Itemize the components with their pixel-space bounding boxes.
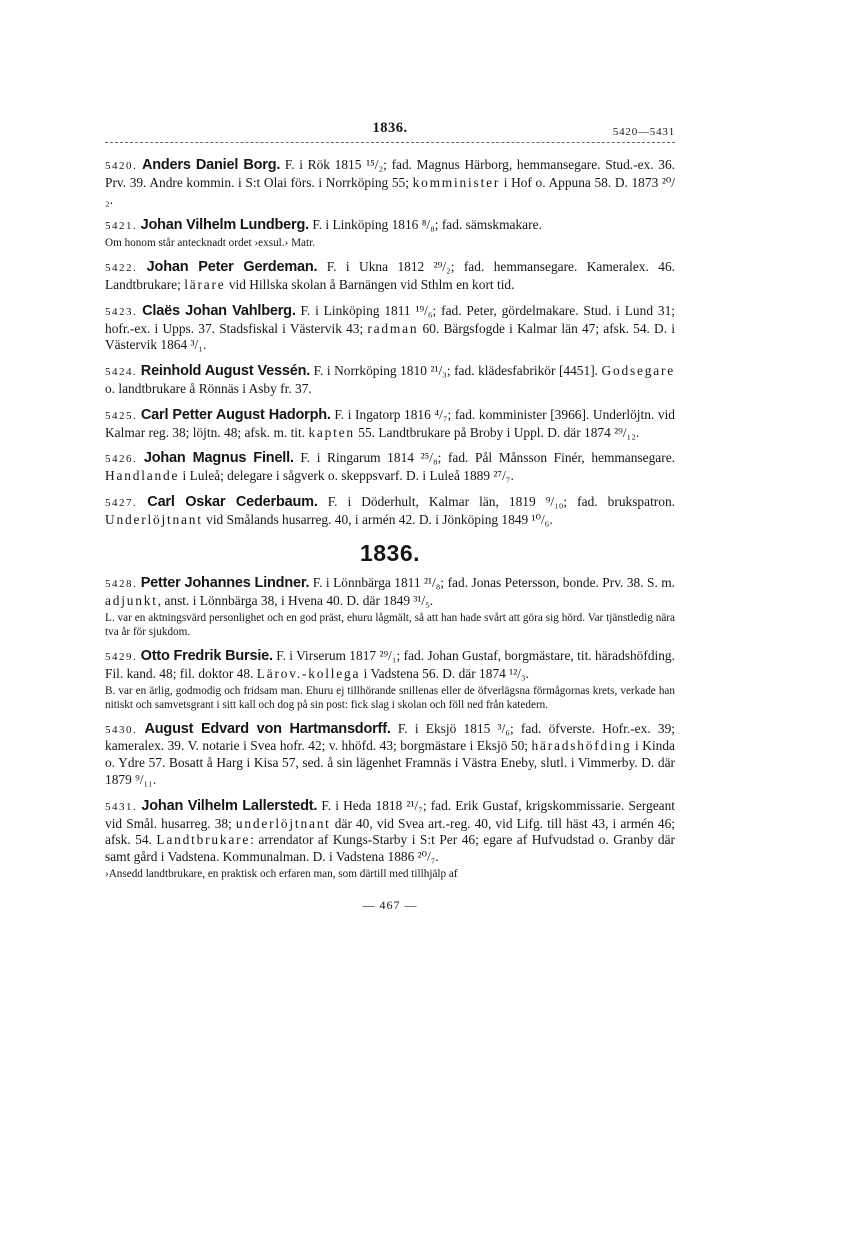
spaced-emphasis: Underlöjtnant xyxy=(105,511,203,527)
entry-number: 5424. xyxy=(105,366,138,379)
entry-list-b xyxy=(105,575,675,881)
spaced-emphasis: radman xyxy=(367,320,419,336)
entry-text: F. i Eksjö 1815 ³/₆; fad. öfverste. Hofr.-ex. 39; kameralex. 39. V. notarie i Svea hofr. 42; v. hhöfd. 43; borgmästare i Eksjö 50; xyxy=(105,720,675,754)
page-number: — 467 — xyxy=(362,897,418,912)
biography-entry xyxy=(105,407,675,442)
entry-number: 5420. xyxy=(105,160,138,172)
entry-text: F. i Linköping 1816 ⁸/₈; fad. sämskmakare. xyxy=(308,217,542,233)
entry-number: 5425. xyxy=(105,409,138,422)
biography-entry xyxy=(105,259,675,294)
person-name: Johan Peter Gerdeman. xyxy=(146,259,318,276)
entry-text: F. i Heda 1818 ²¹/₇; fad. Erik Gustaf, krigskommissarie. Sergeant vid Smål. husarreg. 38; xyxy=(105,797,675,831)
spaced-emphasis: komminister xyxy=(412,174,501,190)
person-name: Otto Fredrik Bursie. xyxy=(140,647,273,664)
entry-number: 5421. xyxy=(105,220,138,233)
entry-note: L. var en aktningsvärd personlighet och en god präst, ehuru lågmält, så att han hade svårt att göra sig hörd. Var tjänstledig nära tva år för sjukdom. xyxy=(105,611,675,638)
entry-number: 5422. xyxy=(105,262,138,275)
biography-entry xyxy=(105,303,675,354)
entry-text: 60. Bärgsfogde i Kalmar län 47; afsk. 54. D. i Västervik 1864 ³/₁. xyxy=(105,320,675,353)
spaced-emphasis: Lärov.-kollega xyxy=(256,665,361,681)
person-name: Carl Petter August Hadorph. xyxy=(140,406,331,423)
entry-text: F. i Lönnbärga 1811 ²¹/₈; fad. Jonas Petersson, bonde. Prv. 38. S. m. xyxy=(309,575,676,591)
entry-note: B. var en ärlig, godmodig och fridsam man. Ehuru ej tillhörande snillenas eller de öfverlägsna förmågornas krets, verkade han nitiskt och samvetsgrant i sitt kall och dog på sin post: fick slag i skolan och föll ned från katedern. xyxy=(105,684,675,711)
entry-text: , anst. i Lönnbärga 38, i Hvena 40. D. där 1849 ³¹/₅. xyxy=(157,593,434,609)
entry-text: F. i Linköping 1811 ¹⁹/₆; fad. Peter, gördelmakare. Stud. i Lund 31; hofr.-ex. i Upps. 37. Stadsfiskal i Västervik 43; xyxy=(105,302,675,336)
entry-text: i Hof o. Appuna 58. D. 1873 ²⁰/₂. xyxy=(105,174,676,207)
person-name: Johan Vilhelm Lallerstedt. xyxy=(141,797,318,814)
entry-text: i Vadstena 56. D. där 1874 ¹²/₃. xyxy=(360,665,529,681)
document-page xyxy=(105,120,675,914)
entry-text: vid Hillska skolan å Barnängen vid Sthlm en kort tid. xyxy=(225,276,515,292)
biography-entry xyxy=(105,157,675,208)
spaced-emphasis: underlöjtnant xyxy=(235,815,331,831)
person-name: Anders Daniel Borg. xyxy=(141,157,281,173)
entry-number: 5428. xyxy=(105,578,138,591)
spaced-emphasis: adjunkt xyxy=(105,593,158,609)
entry-text: F. i Ringarum 1814 ²⁵/₈; fad. Pål Månsson Finér, hemmansegare. xyxy=(293,450,675,466)
entry-text: i Kinda o. Ydre 57. Bosatt å Harg i Kisa 57, sed. å sin lägenhet Framnäs i Västra Eneby, slutl. i Vimmerby. D. där 1879 ⁹/₁₁. xyxy=(105,738,675,787)
spaced-emphasis: Handlande xyxy=(105,468,180,484)
entry-text: F. i Ukna 1812 ²⁹/₂; fad. hemmansegare. Kameralex. 46. Landtbrukare; xyxy=(105,259,675,292)
entry-note: ›Ansedd landtbrukare, en praktisk och erfaren man, som därtill med tillhjälp af xyxy=(105,867,458,880)
biography-entry xyxy=(105,363,675,398)
biography-entry xyxy=(105,217,675,250)
biography-entry xyxy=(105,575,675,639)
entry-text: o. landtbrukare å Rönnäs i Asby fr. 37. xyxy=(105,380,312,396)
entry-list-a xyxy=(105,157,675,529)
person-name: Johan Magnus Finell. xyxy=(143,450,294,467)
entry-number: 5423. xyxy=(105,305,138,318)
entry-text: F. i Norrköping 1810 ²¹/₃; fad. klädesfabrikör [4451]. xyxy=(310,363,602,379)
entry-number: 5431. xyxy=(105,800,138,813)
entry-text: : arrendator af Kungs-Starby i S:t Per 46; egare af Hufvudstad o. Granby där samt gård i Vadstena. Kommunalman. D. i Vadstena 1886 ²⁰/₇. xyxy=(105,832,676,865)
spaced-emphasis: Godsegare xyxy=(601,363,675,379)
entry-number: 5430. xyxy=(105,723,138,736)
entry-text: F. i Ingatorp 1816 ⁴/₇; fad. komminister [3966]. Underlöjtn. vid Kalmar reg. 38; löjtn. 48; afsk. m. tit. xyxy=(105,406,675,440)
entry-note: Om honom står antecknadt ordet ›exsul.› Matr. xyxy=(105,237,316,250)
spaced-emphasis: lärare xyxy=(184,276,226,292)
running-header xyxy=(105,120,675,142)
person-name: Petter Johannes Lindner. xyxy=(140,575,310,592)
biography-entry xyxy=(105,494,675,529)
entry-text: vid Smålands husarreg. 40, i armén 42. D. i Jönköping 1849 ¹⁰/₆. xyxy=(202,511,553,527)
header-rule xyxy=(105,142,675,143)
person-name: Claës Johan Vahlberg. xyxy=(142,302,296,319)
entry-text: F. i Rök 1815 ¹⁵/₂; fad. Magnus Härborg, hemmansegare. Stud.-ex. 36. Prv. 39. Andre kommin. i S:t Olai förs. i Norrköping 55; xyxy=(105,157,675,190)
biography-entry xyxy=(105,798,675,881)
entry-number: 5427. xyxy=(105,496,138,509)
header-entry-range: 5420—5431 xyxy=(612,126,675,138)
entry-number: 5429. xyxy=(105,650,138,663)
person-name: August Edvard von Hartmansdorff. xyxy=(144,720,391,737)
spaced-emphasis: häradshöfding xyxy=(531,738,632,754)
spaced-emphasis: kapten xyxy=(308,424,355,440)
entry-text: F. i Virserum 1817 ²⁹/₁; fad. Johan Gustaf, borgmästare, tit. häradshöfding. Fil. kand. 48; fil. doktor 48. xyxy=(105,647,675,681)
entry-text: 55. Landtbrukare på Broby i Uppl. D. där 1874 ²⁹/₁₂. xyxy=(354,424,640,440)
header-year: 1836. xyxy=(372,120,408,136)
person-name: Johan Vilhelm Lundberg. xyxy=(140,217,309,234)
biography-entry xyxy=(105,648,675,712)
spaced-emphasis: Landtbrukare xyxy=(156,832,251,848)
entry-text: där 40, vid Svea art.-reg. 40, vid Lifg. till häst 43, i armén 46; afsk. 54. xyxy=(105,815,676,848)
entry-text: F. i Döderhult, Kalmar län, 1819 ⁹/₁₀; fad. brukspatron. xyxy=(317,493,675,509)
biography-entry xyxy=(105,721,675,789)
section-heading: 1836. xyxy=(359,539,421,566)
entry-number: 5426. xyxy=(105,453,138,466)
person-name: Carl Oskar Cederbaum. xyxy=(147,493,318,510)
biography-entry xyxy=(105,450,675,485)
entry-text: i Luleå; delegare i sågverk o. skeppsvarf. D. i Luleå 1889 ²⁷/₇. xyxy=(179,468,514,484)
person-name: Reinhold August Vessén. xyxy=(140,363,311,380)
